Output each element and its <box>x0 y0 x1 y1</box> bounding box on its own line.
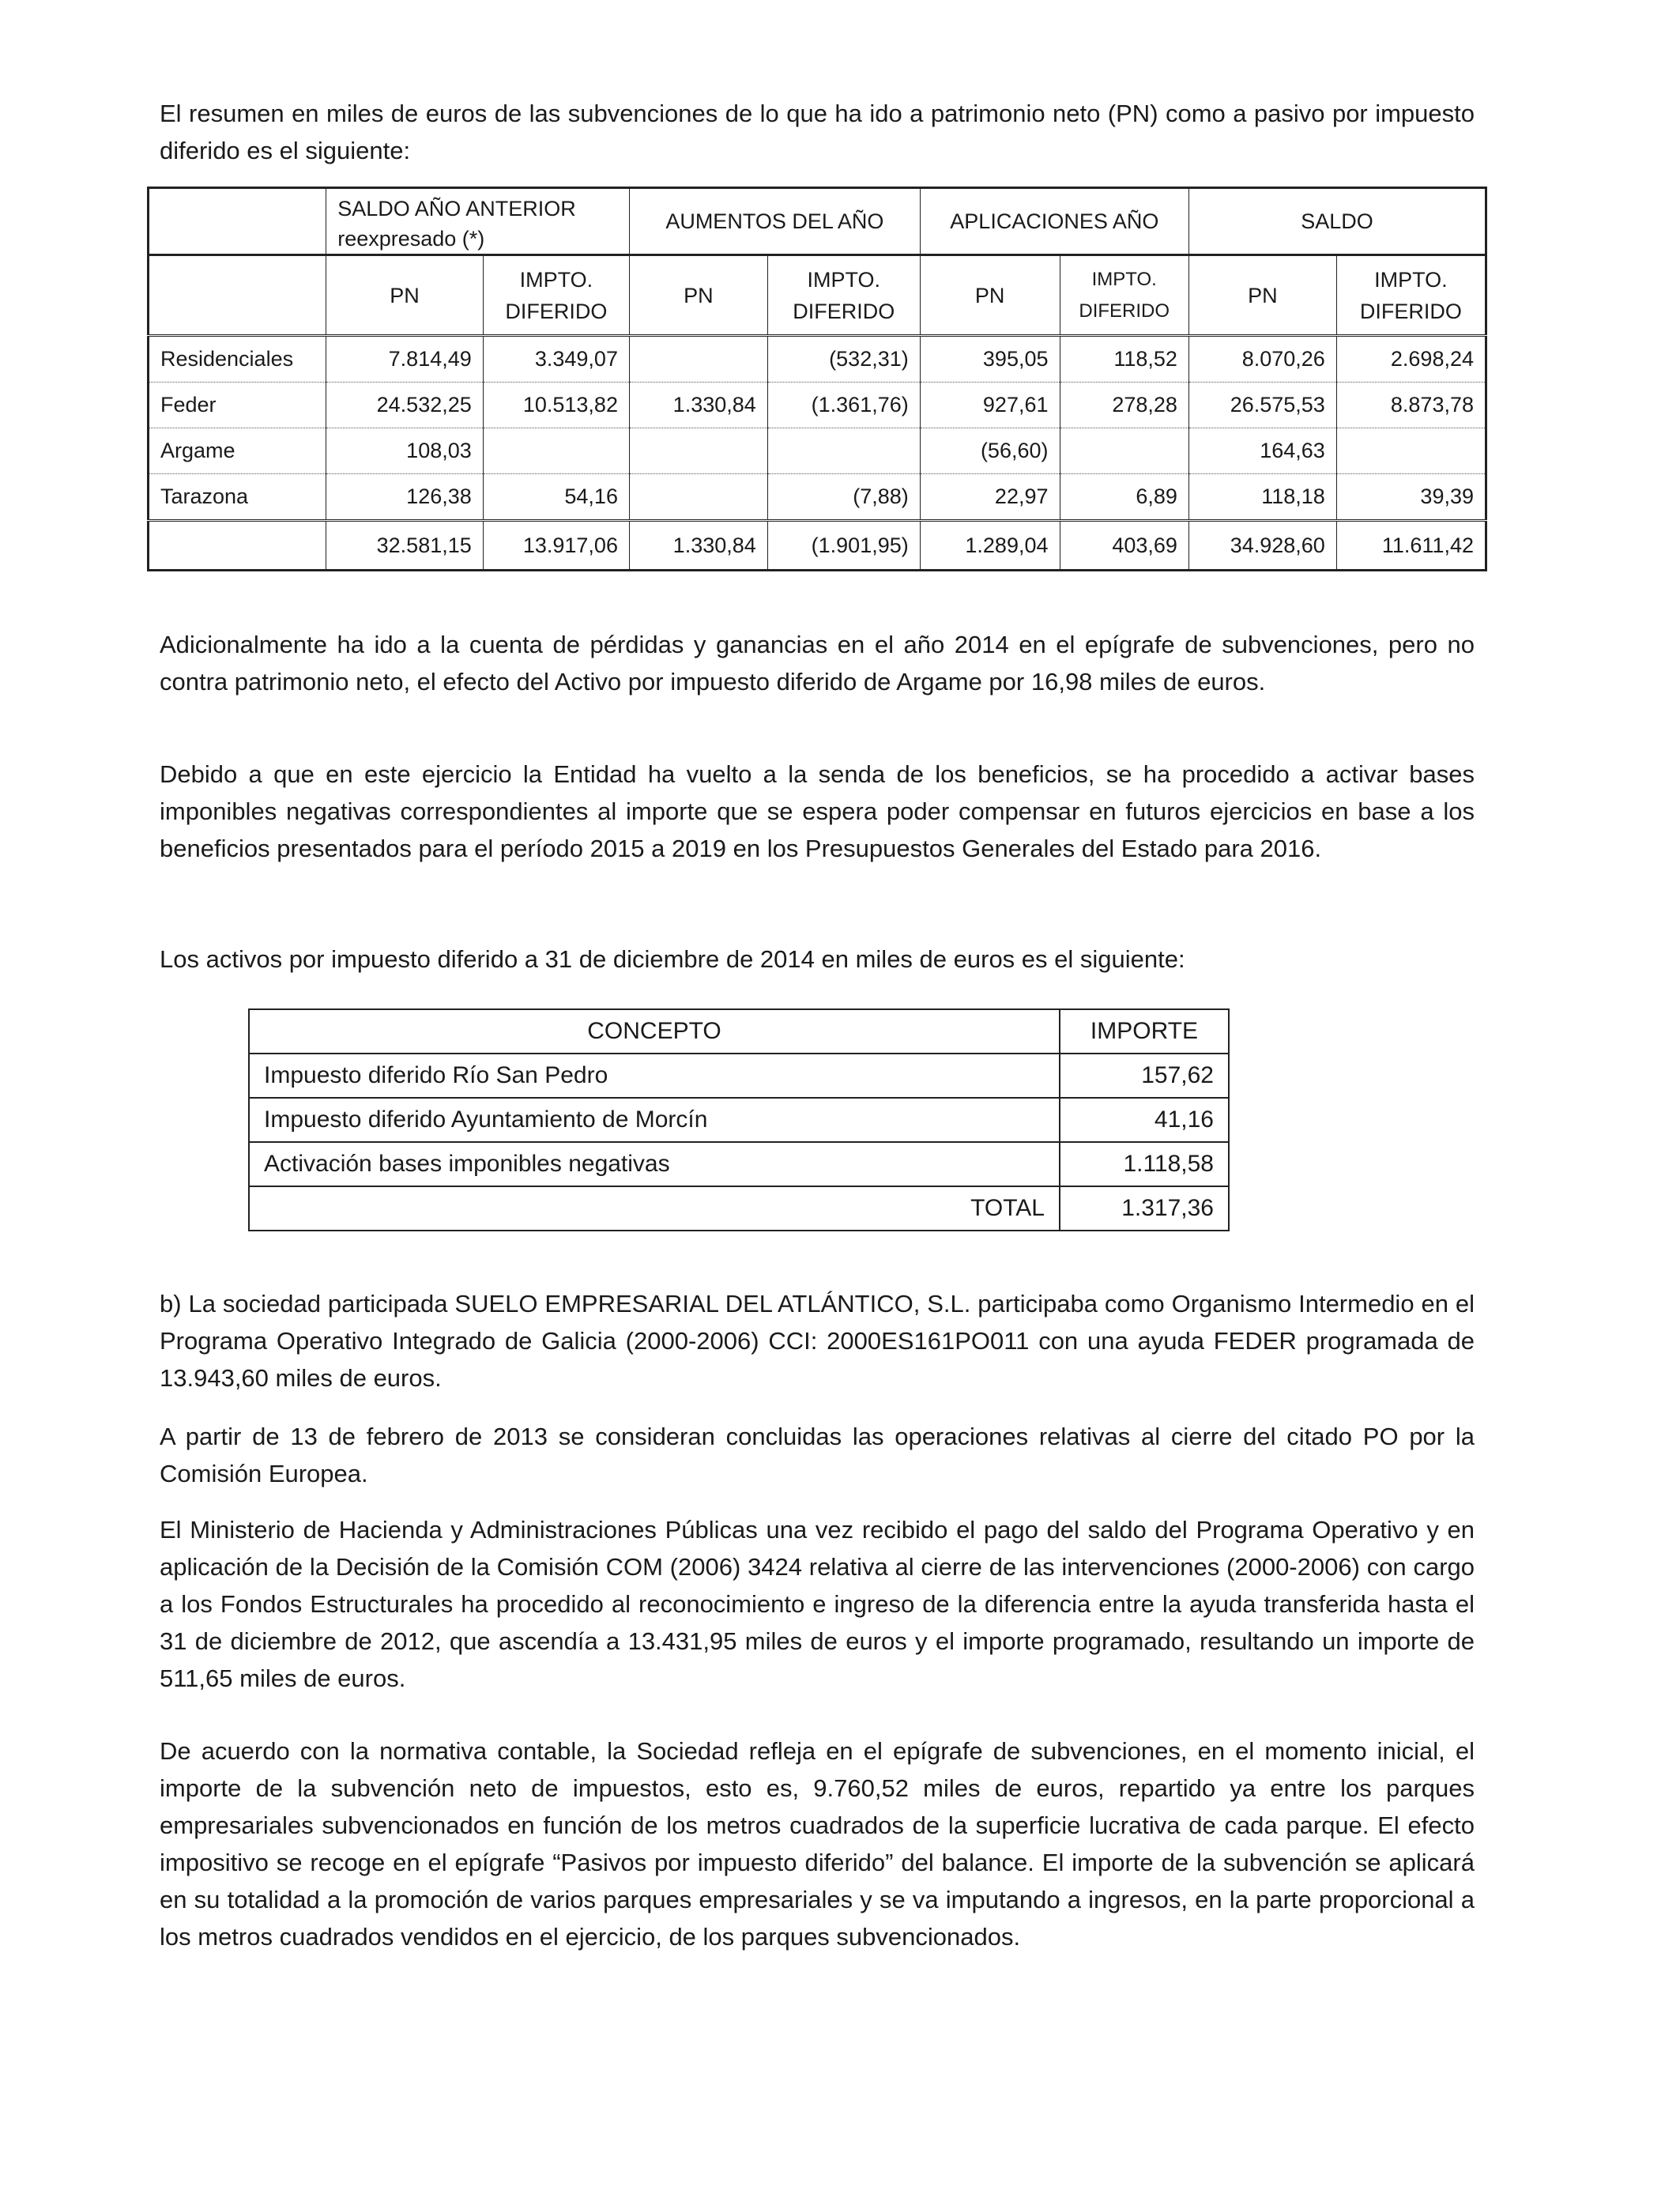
table-total-row <box>149 521 1486 571</box>
cell-value: 8.070,26 <box>1188 336 1336 383</box>
header-saldo-anterior-line1: SALDO AÑO ANTERIOR <box>337 197 576 221</box>
cell-value: 39,39 <box>1336 474 1486 521</box>
cell-importe: 1.118,58 <box>1060 1142 1229 1186</box>
cell-value: 927,61 <box>920 383 1060 428</box>
table-row <box>249 1054 1229 1098</box>
header-empty-cell <box>149 188 326 255</box>
sub-header-pn: PN <box>326 255 484 336</box>
total-value: 1.317,36 <box>1060 1186 1229 1231</box>
header-importe: IMPORTE <box>1060 1009 1229 1054</box>
cell-value: 10.513,82 <box>483 383 629 428</box>
subsidy-table <box>147 187 1487 571</box>
paragraph-2: Adicionalmente ha ido a la cuenta de pérdidas y ganancias en el año 2014 en el epígrafe de subvenciones, pero no contra patrimonio neto, el efecto del Activo por impuesto diferido de Argame por 16,98 miles de euros. <box>160 631 1475 696</box>
total-value: 13.917,06 <box>483 521 629 571</box>
cell-value <box>767 428 920 474</box>
paragraph-6: A partir de 13 de febrero de 2013 se consideran concluidas las operaciones relativas al cierre del citado PO por la Comisión Europea. <box>160 1423 1475 1487</box>
total-label-cell <box>149 521 326 571</box>
table-row <box>149 428 1486 474</box>
cell-value: 395,05 <box>920 336 1060 383</box>
cell-value: 26.575,53 <box>1188 383 1336 428</box>
sub-header-impto-line1: IMPTO. <box>519 267 593 292</box>
table-row <box>149 383 1486 428</box>
total-value: 1.289,04 <box>920 521 1060 571</box>
cell-value <box>483 428 629 474</box>
sub-header-impto-line2: DIFERIDO <box>1359 299 1462 323</box>
cell-value: 164,63 <box>1188 428 1336 474</box>
cell-value: 108,03 <box>326 428 484 474</box>
table-row <box>149 336 1486 383</box>
cell-value: 6,89 <box>1060 474 1188 521</box>
sub-header-empty-cell <box>149 255 326 336</box>
sub-header-impto <box>767 255 920 336</box>
cell-concepto: Activación bases imponibles negativas <box>249 1142 1060 1186</box>
row-label: Tarazona <box>149 474 326 521</box>
sub-header-pn: PN <box>1188 255 1336 336</box>
sub-header-impto-line1: IMPTO. <box>807 267 881 292</box>
cell-value: (1.361,76) <box>767 383 920 428</box>
header-saldo-anterior-line2: reexpresado (*) <box>337 227 485 251</box>
cell-value: 1.330,84 <box>629 383 767 428</box>
paragraph-7: El Ministerio de Hacienda y Administraciones Públicas una vez recibido el pago del saldo del Programa Operativo y en aplicación de la Decisión de la Comisión COM (2006) 3424 relativa al cierre de las intervenciones (2000-2006) con cargo a los Fondos Estructurales ha procedido al reconocimiento e ingreso de la diferencia entre la ayuda transferida hasta el 31 de diciembre de 2012, que ascendía a 13.431,95 miles de euros y el importe programado, resultando un importe de 511,65 miles de euros. <box>160 1516 1475 1692</box>
cell-value <box>1336 428 1486 474</box>
cell-value <box>629 428 767 474</box>
cell-value: 7.814,49 <box>326 336 484 383</box>
total-label: TOTAL <box>249 1186 1060 1231</box>
header-aplicaciones: APLICACIONES AÑO <box>920 188 1188 255</box>
row-label: Feder <box>149 383 326 428</box>
header-saldo-anterior <box>326 188 630 255</box>
total-value: 34.928,60 <box>1188 521 1336 571</box>
deferred-tax-table <box>248 1008 1230 1231</box>
sub-header-impto <box>1336 255 1486 336</box>
row-label: Argame <box>149 428 326 474</box>
cell-value <box>629 336 767 383</box>
total-value: 1.330,84 <box>629 521 767 571</box>
total-value: 32.581,15 <box>326 521 484 571</box>
header-saldo: SALDO <box>1188 188 1486 255</box>
sub-header-impto <box>483 255 629 336</box>
paragraph-4: Los activos por impuesto diferido a 31 de diciembre de 2014 en miles de euros es el siguiente: <box>160 945 1185 973</box>
cell-value: 8.873,78 <box>1336 383 1486 428</box>
header-concepto: CONCEPTO <box>249 1009 1060 1054</box>
table-row <box>149 474 1486 521</box>
cell-value: (56,60) <box>920 428 1060 474</box>
sub-header-impto-line2: DIFERIDO <box>1079 300 1170 322</box>
header-aumentos: AUMENTOS DEL AÑO <box>629 188 920 255</box>
paragraph-3: Debido a que en este ejercicio la Entidad ha vuelto a la senda de los beneficios, se ha procedido a activar bases imponibles negativas correspondientes al importe que se espera poder compensar en futuros ejercicios en base a los beneficios presentados para el período 2015 a 2019 en los Presupuestos Generales del Estado para 2016. <box>160 760 1475 862</box>
sub-header-impto-line2: DIFERIDO <box>505 299 608 323</box>
cell-importe: 41,16 <box>1060 1098 1229 1142</box>
cell-value <box>629 474 767 521</box>
cell-value: 54,16 <box>483 474 629 521</box>
sub-header-impto-line1: IMPTO. <box>1091 268 1157 290</box>
cell-concepto: Impuesto diferido Ayuntamiento de Morcín <box>249 1098 1060 1142</box>
sub-header-impto <box>1060 255 1188 336</box>
total-value: 403,69 <box>1060 521 1188 571</box>
intro-paragraph: El resumen en miles de euros de las subvenciones de lo que ha ido a patrimonio neto (PN) como a pasivo por impuesto diferido es el siguiente: <box>160 100 1475 164</box>
paragraph-5: b) La sociedad participada SUELO EMPRESARIAL DEL ATLÁNTICO, S.L. participaba como Organismo Intermedio en el Programa Operativo Integrado de Galicia (2000-2006) CCI: 2000ES161PO011 con una ayuda FEDER programada de 13.943,60 miles de euros. <box>160 1290 1475 1392</box>
sub-header-impto-line2: DIFERIDO <box>793 299 895 323</box>
cell-value: 278,28 <box>1060 383 1188 428</box>
table-total-row <box>249 1186 1229 1231</box>
total-value: (1.901,95) <box>767 521 920 571</box>
table-sub-header-row <box>149 255 1486 336</box>
total-value: 11.611,42 <box>1336 521 1486 571</box>
cell-importe: 157,62 <box>1060 1054 1229 1098</box>
cell-value: (7,88) <box>767 474 920 521</box>
cell-value: 118,18 <box>1188 474 1336 521</box>
cell-value: 118,52 <box>1060 336 1188 383</box>
cell-value: (532,31) <box>767 336 920 383</box>
row-label: Residenciales <box>149 336 326 383</box>
cell-value: 3.349,07 <box>483 336 629 383</box>
cell-value <box>1060 428 1188 474</box>
sub-header-impto-line1: IMPTO. <box>1374 267 1448 292</box>
cell-value: 126,38 <box>326 474 484 521</box>
table-row <box>249 1142 1229 1186</box>
paragraph-8: De acuerdo con la normativa contable, la Sociedad refleja en el epígrafe de subvenciones, en el momento inicial, el importe de la subvención neto de impuestos, esto es, 9.760,52 miles de euros, repartido ya entre los parques empresariales subvencionados en función de los metros cuadrados de la superficie lucrativa de cada parque. El efecto impositivo se recoge en el epígrafe “Pasivos por impuesto diferido” del balance. El importe de la subvención se aplicará en su totalidad a la promoción de varios parques empresariales y se va imputando a ingresos, en la parte proporcional a los metros cuadrados vendidos en el ejercicio, de los parques subvencionados. <box>160 1737 1475 1951</box>
cell-value: 22,97 <box>920 474 1060 521</box>
table-row <box>249 1098 1229 1142</box>
sub-header-pn: PN <box>920 255 1060 336</box>
table-group-header-row <box>149 188 1486 255</box>
cell-value: 2.698,24 <box>1336 336 1486 383</box>
cell-value: 24.532,25 <box>326 383 484 428</box>
table-header-row <box>249 1009 1229 1054</box>
cell-concepto: Impuesto diferido Río San Pedro <box>249 1054 1060 1098</box>
sub-header-pn: PN <box>629 255 767 336</box>
